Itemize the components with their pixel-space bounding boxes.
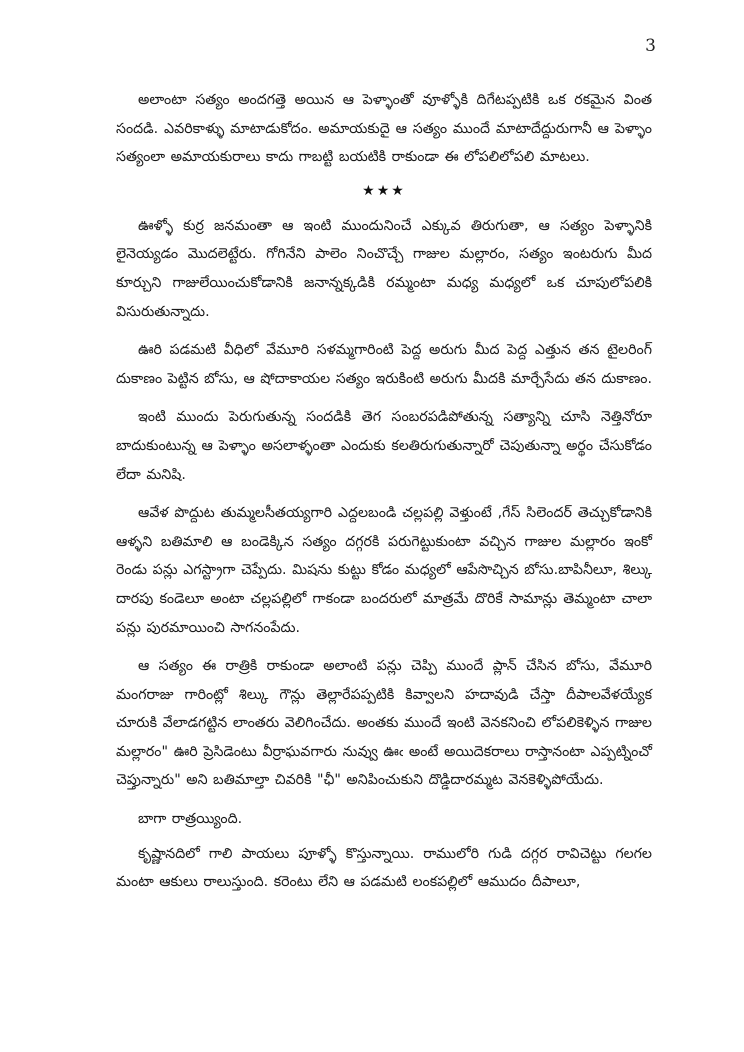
paragraph-3: ఊరి పడమటి వీధిలో వేమూరి సళమ్మగారింటి పెద్ద అరుగు మీద పెద్ద ఎత్తున తన టైలరింగ్ దుకాణం పెట్టిన బోసు, ఆ షోదాకాయల సత్యం ఇరుకింటి అరుగు మీదకి మార్చేసేదు తన దుకాణం. [116,342,652,387]
page-number: 3 [645,36,656,56]
paragraph-1: అలాంటా సత్యం అందగత్తె అయిన ఆ పెళ్ళాంతో వూళ్ళోకి దిగేటప్పటికి ఒక రకమైన వింత సందడి. ఎవరికాళ్ళు మాటాడుకోదం. అమాయకుదై ఆ సత్యం ముందే మాటాదేద్దురుగానీ ఆ పెళ్ళాం సత్యంలా అమాయకురాలు కాదు గాబట్టి బయటికి రాకుండా ఈ లోపలిలోపలి మాటలు. [116,92,652,166]
story-text [116,86,652,907]
paragraph-2: ఊళ్ళో కుర్ర జనమంతా ఆ ఇంటి ముందునించే ఎక్కువ తిరుగుతా, ఆ సత్యం పెళ్ళానికి లైనెయ్యడం మొదలెట్టేరు. గోగినేని పాలెం నించొచ్చే గాజుల మల్లారం, సత్యం ఇంటరుగు మీద కూర్చుని గాజులేయించుకోడానికి జనాన్నక్కడికి రమ్మంటా మధ్య మధ్యలో ఒక చూపులోపలికి విసురుతున్నాదు. [116,217,652,320]
paragraph-5: ఆవేళ పొద్దుట తుమ్మలసీతయ్యగారి ఎద్దలబండి చల్లపల్లి వెళ్తుంటే ,గేస్ సిలెందర్ తెచ్చుకోడానికి ఆళ్ళని బతిమాలి ఆ బండెక్కిన సత్యం దగ్గరకి పరుగెట్టుకుంటా వచ్చిన గాజుల మల్లారం ఇంకో రెండు పన్లు ఎగస్ట్రాగా చెప్పేదు. మిషను కుట్టు కోడం మధ్యలో ఆపేసొచ్చిన బోసు.బాపినీలూ, శిల్కు దారపు కండెలూ అంటా చల్లపల్లిలో గాకండా బందరులో మాత్రమే దొరికే సామాన్లు తెమ్మంటా చాలా పన్లు పురమాయించి సాగనంపేదు. [116,505,652,636]
paragraph-7: బాగా రాత్రయ్యింది. [138,811,243,828]
section-separator: ★★★ [362,182,406,199]
paragraph-6: ఆ సత్యం ఈ రాత్రికి రాకుండా అలాంటి పన్లు చెప్పి ముందే ప్లాన్ చేసిన బోసు, వేమూరి మంగరాజు గారింట్లో శిల్కు గౌన్లు తెల్లారేపప్పటికి కివ్వాలని హదావుడి చేస్తా దీపాలవేళయ్యేక చూరుకి వేలాడగట్టిన లాంతరు వెలిగించేదు. అంతకు ముందే ఇంటి వెనకనించి లోపలికెళ్ళిన గాజుల మల్లారం" ఊరి ప్రెసిడెంటు వీర్రాఘవగారు నువ్వు ఊఁ అంటే అయిదెకరాలు రాస్తానంటా ఎప్పట్నించో చెప్తున్నారు" అని బతిమాల్తా చివరికి "ఛీ" అనిపించుకుని దొడ్డిదారమ్మట వెనకెళ్ళిపోయేదు. [116,658,652,789]
paragraph-8: కృష్ణానదిలో గాలి పాయలు పూళ్ళో కొస్తున్నాయి. రాములోరి గుడి దగ్గర రావిచెట్టు గలగల మంటా ఆకులు రాలుస్తుంది. కరెంటు లేని ఆ పడమటి లంకపల్లిలో ఆముదం దీపాలూ, [116,845,652,891]
paragraph-4: ఇంటి ముందు పెరుగుతున్న సందడికి తెగ సంబరపడిపోతున్న సత్యాన్ని చూసి నెత్తినోరూ బాదుకుంటున్న ఆ పెళ్ళాం అసలాళ్ళంతా ఎందుకు కలతిరుగుతున్నారో చెపుతున్నా అర్థం చేసుకోడం లేదా మనిషి. [116,409,652,483]
